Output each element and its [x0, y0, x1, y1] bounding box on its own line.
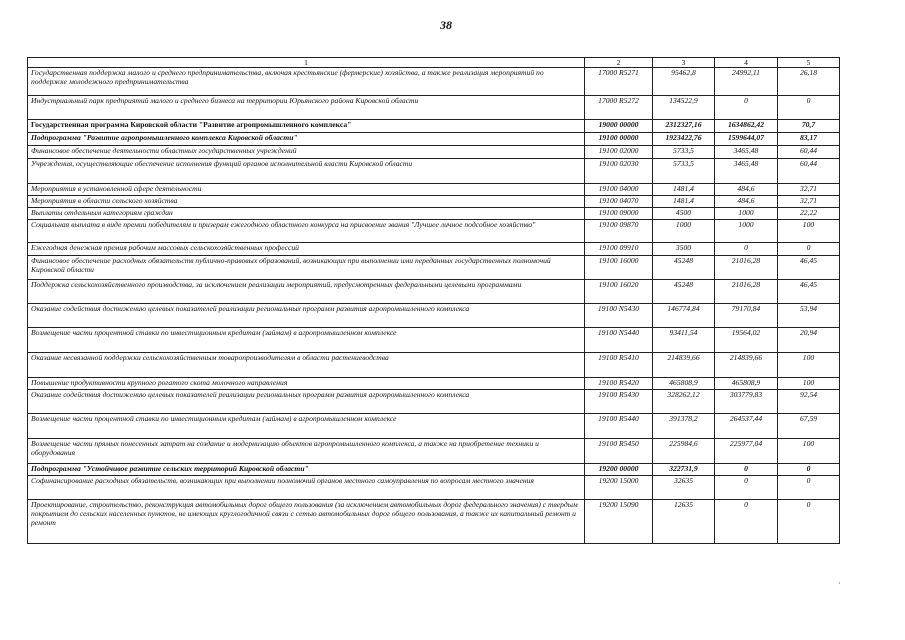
table-row [28, 280, 840, 304]
row-name: Финансовое обеспечение деятельности областных государственных учреждений [28, 146, 585, 159]
row-plan-value: 93411,54 [653, 328, 715, 353]
row-actual-value: 79170,84 [715, 304, 778, 328]
row-percent-value: 0 [778, 96, 840, 120]
row-name: Учреждения, осуществляющие обеспечение исполнения функций органов исполнительной власти Кировской области [28, 159, 585, 184]
row-percent-value: 46,45 [778, 256, 840, 280]
row-plan-value: 1000 [653, 220, 715, 243]
row-actual-value: 303779,83 [715, 390, 778, 414]
row-code: 19000 00000 [585, 120, 653, 133]
row-actual-value: 3465,48 [715, 146, 778, 159]
row-plan-value: 134522,9 [653, 96, 715, 120]
row-code: 19100 09870 [585, 220, 653, 243]
row-name: Мероприятия в области сельского хозяйства [28, 196, 585, 208]
row-percent-value: 100 [778, 220, 840, 243]
row-name: Возмещение части процентной ставки по инвестиционным кредитам (займам) в агропромышленном комплексе [28, 414, 585, 439]
row-code: 19100 R5430 [585, 390, 653, 414]
row-code: 19200 15000 [585, 476, 653, 500]
row-plan-value: 225984,6 [653, 439, 715, 464]
row-actual-value: 484,6 [715, 184, 778, 196]
table-row [28, 96, 840, 120]
row-plan-value: 5733,5 [653, 159, 715, 184]
row-percent-value: 70,7 [778, 120, 840, 133]
table-row [28, 243, 840, 256]
row-percent-value: 20,94 [778, 328, 840, 353]
row-code: 19100 02030 [585, 159, 653, 184]
stray-mark: · [838, 579, 841, 588]
table-row [28, 476, 840, 500]
table-row [28, 196, 840, 208]
header-col-4: 4 [715, 58, 778, 68]
row-plan-value: 391378,2 [653, 414, 715, 439]
row-actual-value: 465808,9 [715, 378, 778, 390]
row-plan-value: 214839,66 [653, 353, 715, 378]
row-name: Подпрограмма "Устойчивое развитие сельских территорий Кировской области" [28, 464, 585, 476]
row-name: Оказание несвязанной поддержки сельскохозяйственным товаропроизводителям в области растениеводства [28, 353, 585, 378]
table-row [28, 328, 840, 353]
row-name: Ежегодная денежная премия рабочим массовых сельскохозяйственных профессий [28, 243, 585, 256]
table-row [28, 208, 840, 220]
row-percent-value: 0 [778, 476, 840, 500]
page-number: 38 [440, 18, 452, 32]
table-row [28, 184, 840, 196]
row-percent-value: 22,22 [778, 208, 840, 220]
row-name: Социальная выплата в виде премии победителям и призерам ежегодного областного конкурса на присвоение звания "Лучшее личное подсобное хозяйство" [28, 220, 585, 243]
row-actual-value: 1599644,07 [715, 133, 778, 146]
row-percent-value: 0 [778, 243, 840, 256]
row-percent-value: 83,17 [778, 133, 840, 146]
table-row [28, 464, 840, 476]
row-code: 19100 N5440 [585, 328, 653, 353]
row-name: Государственная поддержка малого и среднего предпринимательства, включая крестьянские (фермерские) хозяйства, а также реализация мероприятий по поддержке молодежного предпринимательства [28, 68, 585, 96]
row-code: 19100 00000 [585, 133, 653, 146]
row-percent-value: 32,71 [778, 196, 840, 208]
table-row [28, 414, 840, 439]
row-plan-value: 4500 [653, 208, 715, 220]
row-code: 19200 00000 [585, 464, 653, 476]
row-code: 19100 R5450 [585, 439, 653, 464]
row-actual-value: 214839,66 [715, 353, 778, 378]
row-name: Индустриальный парк предприятий малого и среднего бизнеса на территории Юрьянского района Кировской области [28, 96, 585, 120]
row-name: Повышение продуктивности крупного рогатого скота молочного направления [28, 378, 585, 390]
row-plan-value: 2312327,16 [653, 120, 715, 133]
row-code: 19100 N5430 [585, 304, 653, 328]
row-name: Оказание содействия достижению целевых показателей реализации региональных программ развития агропромышленного комплекса [28, 304, 585, 328]
row-code: 19100 02000 [585, 146, 653, 159]
row-plan-value: 465808,9 [653, 378, 715, 390]
row-code: 19100 R5440 [585, 414, 653, 439]
row-actual-value: 21016,28 [715, 280, 778, 304]
row-name: Выплаты отдельным категориям граждан [28, 208, 585, 220]
row-name: Оказание содействия достижению целевых показателей реализации региональных программ развития агропромышленного комплекса [28, 390, 585, 414]
header-col-3: 3 [653, 58, 715, 68]
row-plan-value: 328262,12 [653, 390, 715, 414]
row-name: Государственная программа Кировской области "Развитие агропромышленного комплекса" [28, 120, 585, 133]
table-row [28, 120, 840, 133]
row-percent-value: 67,59 [778, 414, 840, 439]
row-plan-value: 146774,84 [653, 304, 715, 328]
row-actual-value: 0 [715, 476, 778, 500]
table-row [28, 220, 840, 243]
row-plan-value: 322731,9 [653, 464, 715, 476]
header-col-2: 2 [585, 58, 653, 68]
row-actual-value: 0 [715, 464, 778, 476]
row-percent-value: 32,71 [778, 184, 840, 196]
row-name: Поддержка сельскохозяйственного производства, за исключением реализации мероприятий, предусмотренных федеральными целевыми программами [28, 280, 585, 304]
row-actual-value: 484,6 [715, 196, 778, 208]
row-name: Возмещение части прямых понесенных затрат на создание и модернизацию объектов агропромышленного комплекса, а также на приобретение техники и оборудования [28, 439, 585, 464]
row-name: Подпрограмма "Развитие агропромышленного комплекса Кировской области" [28, 133, 585, 146]
row-actual-value: 21016,28 [715, 256, 778, 280]
row-percent-value: 0 [778, 464, 840, 476]
row-plan-value: 45248 [653, 256, 715, 280]
table-body [28, 68, 840, 544]
row-plan-value: 95462,8 [653, 68, 715, 96]
row-code: 19100 R5420 [585, 378, 653, 390]
header-col-1: 1 [28, 58, 585, 68]
row-actual-value: 0 [715, 96, 778, 120]
row-percent-value: 0 [778, 500, 840, 544]
row-actual-value: 225977,04 [715, 439, 778, 464]
table-row [28, 390, 840, 414]
row-code: 19100 04070 [585, 196, 653, 208]
row-percent-value: 60,44 [778, 146, 840, 159]
row-code: 19100 16000 [585, 256, 653, 280]
row-plan-value: 1481,4 [653, 196, 715, 208]
row-name: Проектирование, строительство, реконструкция автомобильных дорог общего пользования (за исключением автомобильных дорог федерального значения) с твердым покрытием до сельских населенных пунктов, не имеющих круглогодичной связи с сетью автомобильных дорог общего пользования, а также их капитальный ремонт и ремонт [28, 500, 585, 544]
table-row [28, 439, 840, 464]
table-row [28, 378, 840, 390]
table-row [28, 256, 840, 280]
budget-table [27, 57, 840, 544]
row-code: 19100 16020 [585, 280, 653, 304]
row-code: 19100 09000 [585, 208, 653, 220]
row-actual-value: 1000 [715, 220, 778, 243]
row-actual-value: 264537,44 [715, 414, 778, 439]
table-row [28, 353, 840, 378]
row-code: 19200 15090 [585, 500, 653, 544]
row-name: Софинансирование расходных обязательств, возникающих при выполнении полномочий органов местного самоуправления по вопросам местного значения [28, 476, 585, 500]
row-code: 17000 R5271 [585, 68, 653, 96]
row-actual-value: 1634862,42 [715, 120, 778, 133]
row-plan-value: 45248 [653, 280, 715, 304]
row-name: Возмещение части процентной ставки по инвестиционным кредитам (займам) в агропромышленном комплексе [28, 328, 585, 353]
row-actual-value: 24992,11 [715, 68, 778, 96]
header-col-5: 5 [778, 58, 840, 68]
table-row [28, 68, 840, 96]
row-percent-value: 100 [778, 378, 840, 390]
row-percent-value: 26,18 [778, 68, 840, 96]
table-row [28, 304, 840, 328]
row-percent-value: 46,45 [778, 280, 840, 304]
row-actual-value: 19564,02 [715, 328, 778, 353]
row-percent-value: 100 [778, 353, 840, 378]
row-plan-value: 1923422,76 [653, 133, 715, 146]
table-row [28, 159, 840, 184]
row-percent-value: 92,54 [778, 390, 840, 414]
row-percent-value: 60,44 [778, 159, 840, 184]
table-row [28, 133, 840, 146]
row-code: 17000 R5272 [585, 96, 653, 120]
table-row [28, 500, 840, 544]
table-header-row [28, 58, 840, 68]
row-actual-value: 0 [715, 500, 778, 544]
row-percent-value: 53,94 [778, 304, 840, 328]
row-plan-value: 1481,4 [653, 184, 715, 196]
row-plan-value: 32635 [653, 476, 715, 500]
row-code: 19100 R5410 [585, 353, 653, 378]
row-code: 19100 09910 [585, 243, 653, 256]
row-code: 19100 04000 [585, 184, 653, 196]
row-name: Мероприятия в установленной сфере деятельности [28, 184, 585, 196]
row-plan-value: 3500 [653, 243, 715, 256]
row-name: Финансовое обеспечение расходных обязательств публично-правовых образований, возникающих при выполнении ими переданных государственных полномочий Кировской области [28, 256, 585, 280]
row-percent-value: 100 [778, 439, 840, 464]
row-actual-value: 3465,48 [715, 159, 778, 184]
row-actual-value: 0 [715, 243, 778, 256]
row-plan-value: 12635 [653, 500, 715, 544]
table-row [28, 146, 840, 159]
row-actual-value: 1000 [715, 208, 778, 220]
row-plan-value: 5733,5 [653, 146, 715, 159]
